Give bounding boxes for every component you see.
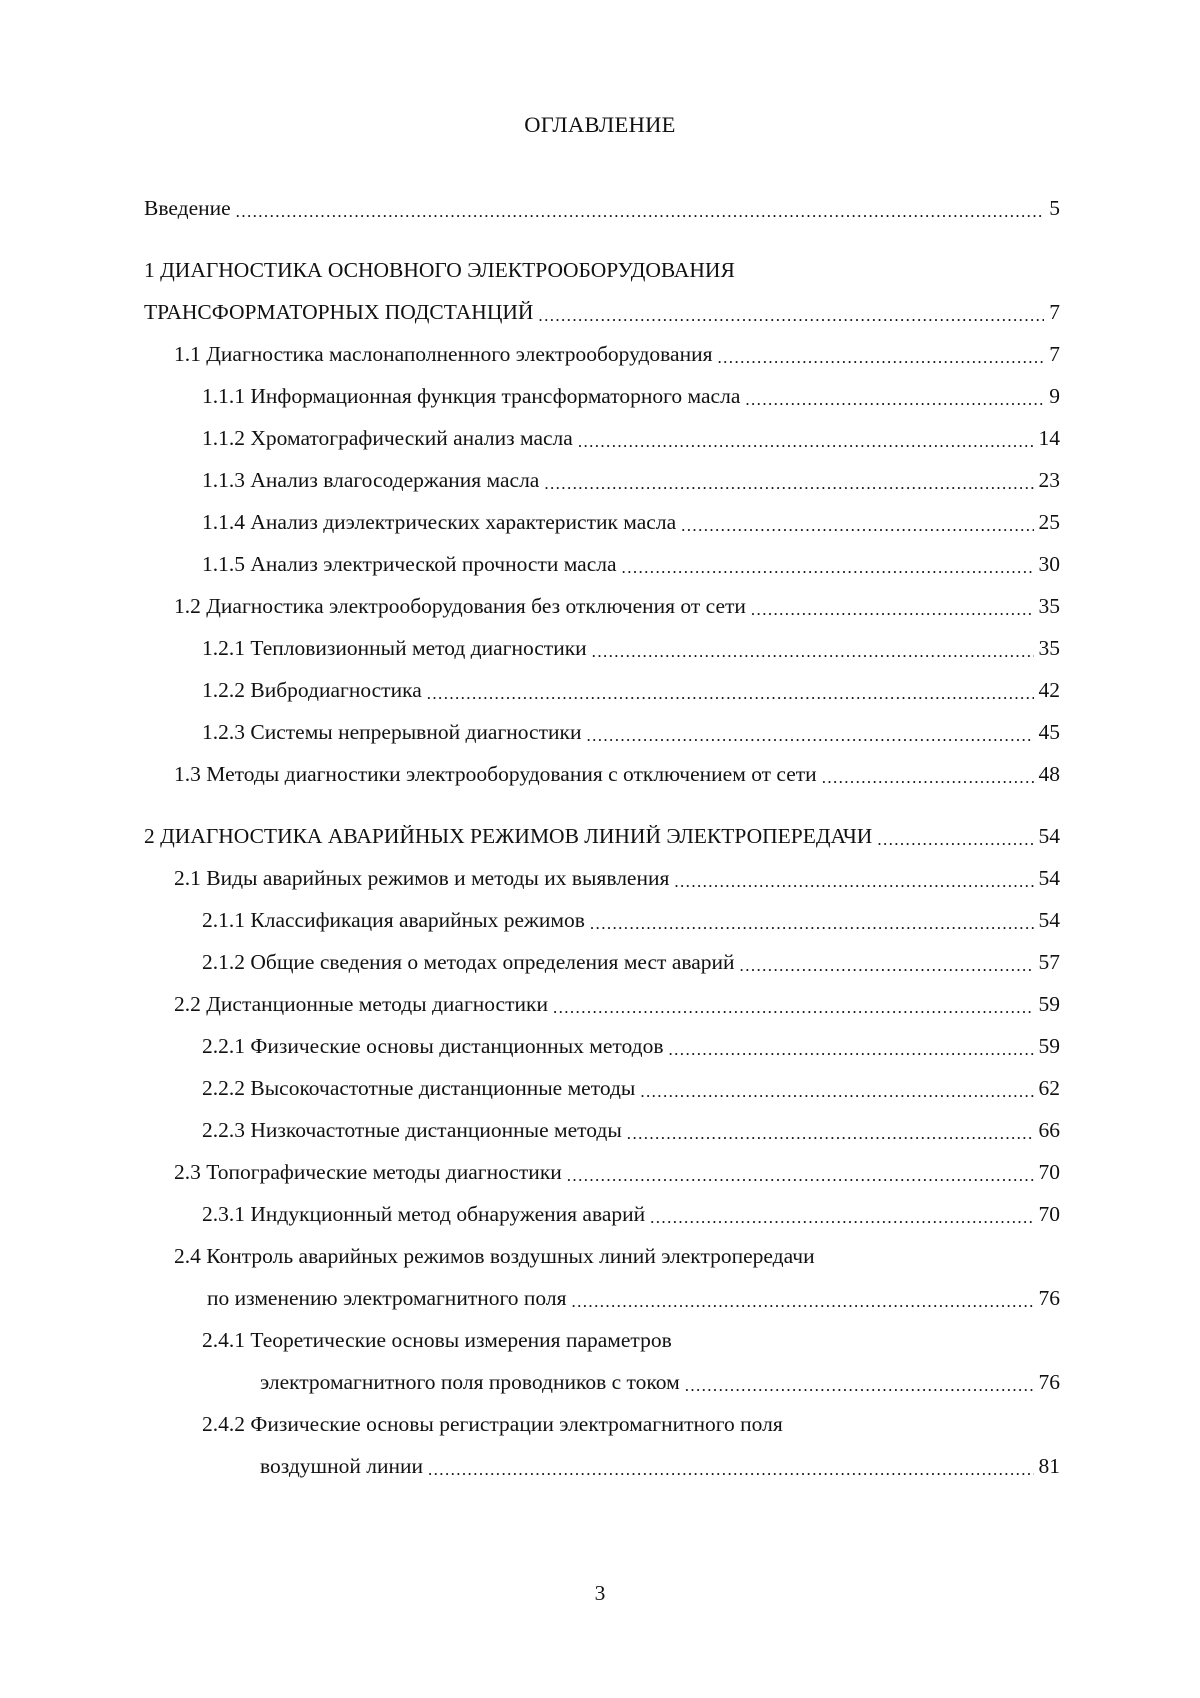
- dot-leader: [567, 1167, 1034, 1184]
- toc-entry-label: 1.1.3 Анализ влагосодержания масла: [202, 467, 540, 492]
- toc-entry[interactable]: [144, 333, 1060, 375]
- toc-entry[interactable]: [144, 187, 1060, 229]
- toc-entry[interactable]: [144, 1235, 1060, 1277]
- dot-leader: [427, 685, 1034, 702]
- toc-entry-page: 25: [1038, 509, 1060, 534]
- dot-leader: [650, 1209, 1033, 1226]
- toc-entry[interactable]: [144, 1277, 1060, 1319]
- toc-entry-label: 2.4 Контроль аварийных режимов воздушных линий электропередачи: [174, 1243, 815, 1268]
- toc-entry-label: 1 ДИАГНОСТИКА ОСНОВНОГО ЭЛЕКТРООБОРУДОВАНИЯ: [144, 257, 735, 282]
- toc-entry-page: 81: [1038, 1453, 1060, 1478]
- toc-entry-label: 2.2.1 Физические основы дистанционных методов: [202, 1033, 664, 1058]
- toc-entry-page: 45: [1038, 719, 1060, 744]
- toc-entry-label: электромагнитного поля проводников с током: [260, 1369, 680, 1394]
- toc-entry[interactable]: [144, 857, 1060, 899]
- dot-leader: [236, 203, 1045, 220]
- toc-entry[interactable]: [144, 669, 1060, 711]
- dot-leader: [571, 1293, 1033, 1310]
- dot-leader: [745, 391, 1044, 408]
- toc-entry-page: 70: [1038, 1201, 1060, 1226]
- toc-entry-label: 2.2.2 Высокочастотные дистанционные методы: [202, 1075, 636, 1100]
- toc-entry-label: 1.3 Методы диагностики электрооборудования с отключением от сети: [174, 761, 817, 786]
- dot-leader: [586, 727, 1033, 744]
- dot-leader: [578, 433, 1034, 450]
- toc-entry[interactable]: [144, 543, 1060, 585]
- toc-entry-label: 2.1.2 Общие сведения о методах определения мест аварий: [202, 949, 735, 974]
- dot-leader: [685, 1377, 1034, 1394]
- toc-entry-page: 35: [1038, 593, 1060, 618]
- toc-entry-page: 54: [1038, 907, 1060, 932]
- dot-leader: [822, 769, 1034, 786]
- toc-entry-page: 7: [1049, 341, 1060, 366]
- toc-entry[interactable]: [144, 1445, 1060, 1487]
- toc-entry-label: 2.3.1 Индукционный метод обнаружения аварий: [202, 1201, 646, 1226]
- toc-entry[interactable]: [144, 417, 1060, 459]
- toc-entry[interactable]: [144, 753, 1060, 795]
- toc-entry-page: 7: [1049, 299, 1060, 324]
- toc-entry[interactable]: [144, 711, 1060, 753]
- dot-leader: [718, 349, 1045, 366]
- toc-entry[interactable]: [144, 1319, 1060, 1361]
- toc-entry-page: 76: [1038, 1285, 1060, 1310]
- toc-entry-page: 9: [1049, 383, 1060, 408]
- toc-entry-label: 1.1 Диагностика маслонаполненного электрооборудования: [174, 341, 713, 366]
- toc-entry[interactable]: [144, 249, 1060, 291]
- toc-title: ОГЛАВЛЕНИЕ: [524, 112, 676, 137]
- toc-entry-label: 2.2 Дистанционные методы диагностики: [174, 991, 548, 1016]
- toc-entry[interactable]: [144, 1403, 1060, 1445]
- toc-entry-label: воздушной линии: [260, 1453, 423, 1478]
- toc-entry-label: 1.2.1 Тепловизионный метод диагностики: [202, 635, 587, 660]
- toc-entry-label: 1.1.2 Хроматографический анализ масла: [202, 425, 573, 450]
- toc-entry-label: 2.4.1 Теоретические основы измерения параметров: [202, 1327, 672, 1352]
- toc-entry[interactable]: [144, 899, 1060, 941]
- toc-entry-page: 23: [1038, 467, 1060, 492]
- toc-entry-label: 1.2.3 Системы непрерывной диагностики: [202, 719, 582, 744]
- dot-leader: [590, 915, 1034, 932]
- toc-entry-label: 2.1 Виды аварийных режимов и методы их выявления: [174, 865, 670, 890]
- dot-leader: [544, 475, 1033, 492]
- toc-entry-page: 14: [1038, 425, 1060, 450]
- toc-entry-page: 42: [1038, 677, 1060, 702]
- dot-leader: [740, 957, 1034, 974]
- toc-entry-label: ТРАНСФОРМАТОРНЫХ ПОДСТАНЦИЙ: [144, 299, 534, 324]
- dot-leader: [640, 1083, 1033, 1100]
- toc-entry[interactable]: [144, 501, 1060, 543]
- dot-leader: [674, 873, 1033, 890]
- toc-entry-label: 1.1.5 Анализ электрической прочности масла: [202, 551, 617, 576]
- toc-entry-label: 1.2.2 Вибродиагностика: [202, 677, 422, 702]
- toc-entry-label: Введение: [144, 195, 231, 220]
- toc-entry-page: 5: [1049, 195, 1060, 220]
- toc-entry-page: 76: [1038, 1369, 1060, 1394]
- toc-entry-page: 66: [1038, 1117, 1060, 1142]
- toc-entry-page: 62: [1038, 1075, 1060, 1100]
- toc-entry[interactable]: [144, 1193, 1060, 1235]
- toc-entry[interactable]: [144, 627, 1060, 669]
- toc-entry-label: по изменению электромагнитного поля: [207, 1285, 567, 1310]
- dot-leader: [877, 831, 1033, 848]
- toc-entry[interactable]: [144, 1361, 1060, 1403]
- toc-entry-label: 1.1.1 Информационная функция трансформаторного масла: [202, 383, 741, 408]
- dot-leader: [428, 1461, 1034, 1478]
- toc-entry-label: 1.2 Диагностика электрооборудования без отключения от сети: [174, 593, 746, 618]
- toc-entry[interactable]: [144, 941, 1060, 983]
- toc-entry-label: 2.2.3 Низкочастотные дистанционные методы: [202, 1117, 622, 1142]
- dot-leader: [681, 517, 1033, 534]
- toc-entry-page: 59: [1038, 1033, 1060, 1058]
- toc-entry-label: 1.1.4 Анализ диэлектрических характеристик масла: [202, 509, 677, 534]
- dot-leader: [627, 1125, 1034, 1142]
- toc-entry-page: 30: [1038, 551, 1060, 576]
- toc-entry[interactable]: [144, 375, 1060, 417]
- dot-leader: [669, 1041, 1034, 1058]
- toc-entry-page: 35: [1038, 635, 1060, 660]
- toc-entry-page: 70: [1038, 1159, 1060, 1184]
- toc-entry-label: 2.4.2 Физические основы регистрации электромагнитного поля: [202, 1411, 783, 1436]
- page-number: 3: [594, 1581, 606, 1605]
- toc-entry[interactable]: [144, 459, 1060, 501]
- dot-leader: [592, 643, 1034, 660]
- toc-entry-label: 2 ДИАГНОСТИКА АВАРИЙНЫХ РЕЖИМОВ ЛИНИЙ ЭЛЕКТРОПЕРЕДАЧИ: [144, 823, 873, 848]
- toc-entry[interactable]: [144, 585, 1060, 627]
- toc-entry[interactable]: [144, 291, 1060, 333]
- toc-entry-label: 2.1.1 Классификация аварийных режимов: [202, 907, 585, 932]
- toc-entry[interactable]: [144, 1025, 1060, 1067]
- table-of-contents: [144, 187, 1060, 1487]
- dot-leader: [538, 307, 1044, 324]
- toc-entry[interactable]: [144, 1067, 1060, 1109]
- toc-entry-page: 54: [1038, 865, 1060, 890]
- toc-entry-page: 59: [1038, 991, 1060, 1016]
- toc-entry[interactable]: [144, 1151, 1060, 1193]
- toc-entry-page: 54: [1038, 823, 1060, 848]
- toc-entry[interactable]: [144, 983, 1060, 1025]
- toc-entry-page: 57: [1038, 949, 1060, 974]
- toc-entry-page: 48: [1038, 761, 1060, 786]
- toc-entry-label: 2.3 Топографические методы диагностики: [174, 1159, 562, 1184]
- toc-entry[interactable]: [144, 1109, 1060, 1151]
- dot-leader: [751, 601, 1034, 618]
- dot-leader: [622, 559, 1034, 576]
- toc-entry[interactable]: [144, 815, 1060, 857]
- dot-leader: [553, 999, 1034, 1016]
